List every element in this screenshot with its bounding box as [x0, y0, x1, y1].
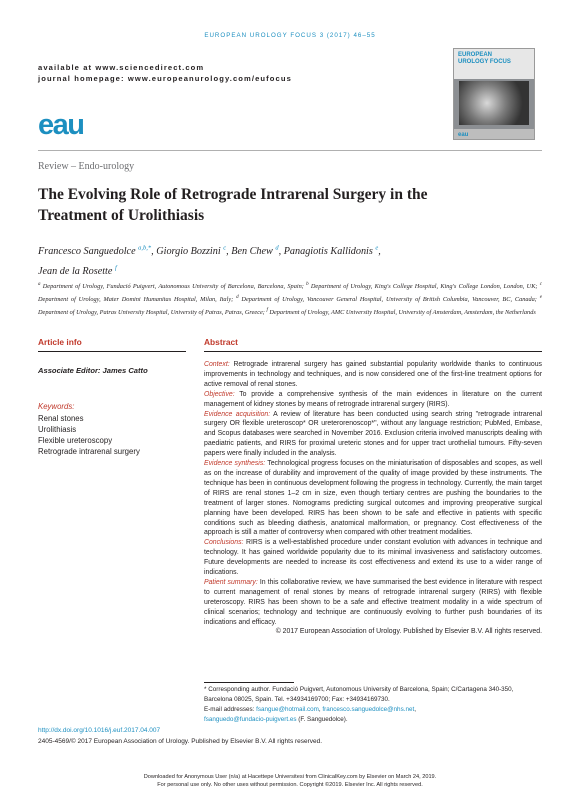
journal-cover-thumbnail[interactable] [453, 48, 535, 140]
eau-logo-mark [38, 112, 100, 138]
abstract-paragraph: Evidence acquisition: A review of literature has been conducted using search string "retrograde intrarenal surgery OR flexible ureteroscop* OR ureterorenoscop*", without any language restriction; PubMed, Embase, and Scopus databases were searched in November 2016. Exclusion criteria involved manuscripts dealing with paediatric patients, and RIRS for proximal ureteric stones and for upper tract urothelial tumours. Fifty-seven papers were finally included in the analysis. [204, 410, 543, 458]
cover-logo: eau [458, 132, 469, 138]
eau-logo-text: eau [38, 112, 84, 138]
author[interactable]: Francesco Sanguedolce $^{a,b,*}$, [38, 245, 157, 258]
abstract-heading: Abstract [204, 337, 238, 347]
keyword-item: Renal stones [38, 414, 84, 423]
author[interactable]: Giorgio Bozzini $^c$, [156, 245, 232, 258]
author[interactable]: Ben Chew $^d$, [231, 245, 284, 258]
abstract-rule [204, 351, 542, 352]
issn-line: 2405-4569/© 2017 European Association of Urology. Published by Elsevier B.V. All rights reserved. [38, 738, 323, 745]
abstract-paragraph: Objective: To provide a comprehensive synthesis of the main evidences in literature on the current management of kidney stones by means of retrograde intrarenal surgery (RIRS). [204, 390, 542, 408]
download-notice: Downloaded for Anonymous User (n/a) at Hacettepe Universitesi from ClinicalKey.com by Elsevier on March 24, 2019. For personal use only. No other uses without permission. Copyright ©2019. Elsevier Inc. All rights reserved. [143, 774, 437, 788]
article-info-rule [38, 351, 186, 352]
author[interactable]: Panagiotis Kallidonis $^e$, [283, 245, 381, 258]
author[interactable]: Jean de la Rosette $^f$ [38, 264, 117, 277]
abstract-paragraph: Evidence synthesis: Technological progress focuses on the miniaturisation of disposables and scopes, as well as on the increase of durability and improvement of the quality of image provided by these instruments. The technique has been in continuous development following the progress in technology. Currently, the main target of RIRS are renal stones 1–2 cm in size, even though tertiary centres are pushing the boundaries to the treatment of larger stones. Nomograms predicting surgical outcomes and improving preoperative surgical planning have been developed. RIRS has been shown to be safe and effective in patients with specific conditions such as bleeding diathesis, anatomical malformation, or pregnancy. Cost effectiveness of the approach is still a matter of controversy when compared with other treatment modalities. [204, 460, 542, 537]
article-section: Review – Endo-urology [38, 161, 135, 172]
keyword-item: Flexible ureteroscopy [38, 436, 113, 445]
affiliations: $^a$ Department of Urology, Fundació Puigvert, Autonomous University of Barcelona, Barcelona, Spain; $^b$ Department of Urology, King's College Hospital, King's College London, London, UK; $^c$ Department of Urology, Mater Domini Humanitas Hospital, Milan, Italy; $^d$ Department of Urology, Vancouver General Hospital, University of British Columbia, Vancouver, BC, Canada; $^e$ Department of Urology, Patras University Hospital, University of Patras, Patras, Greece; $^f$ Department of Urology, AMC University Hospital, University of Amsterdam, Amsterdam, the Netherlands [38, 282, 542, 317]
sciencedirect-link[interactable]: available at www.sciencedirect.com [38, 63, 205, 72]
abstract-copyright: © 2017 European Association of Urology. Published by Elsevier B.V. All rights reserved. [275, 628, 542, 636]
journal-homepage-link[interactable]: journal homepage: www.europeanurology.com/eufocus [38, 74, 292, 83]
email-link[interactable]: fsangue@hotmail.com [256, 705, 319, 713]
doi-link[interactable]: http://dx.doi.org/10.1016/j.euf.2017.04.007 [38, 727, 161, 734]
availability-block [38, 62, 292, 84]
eau-logo [38, 112, 100, 143]
cover-image [459, 81, 529, 125]
author-list [38, 241, 538, 280]
journal-header: EUROPEAN UROLOGY FOCUS 3 (2017) 46–55 [204, 32, 376, 39]
abstract-paragraph: Conclusions: RIRS is a well-established procedure under constant evolution with advances in technique and technology. It has gained worldwide popularity due to its minimal invasiveness and satisfactory outcomes. Future developments are needed to increase its cost effectiveness and extend its use to a wider range of indications. [204, 539, 542, 577]
article-info-heading: Article info [38, 337, 82, 347]
corresponding-author-footnote: * Corresponding author. Fundació Puigvert, Autonomous University of Barcelona, Spain; C/Cartagena 340-350, Barcelona 08025, Spain. Tel. +34934169700; Fax: +34934169730. E-mail addresses: fsangue@hotmail.com, francesco.sanguedolce@nhs.net, fsanguedo@fundacio-puigvert.es (F. Sanguedolce). [204, 686, 514, 723]
email-link[interactable]: fsanguedo@fundacio-puigvert.es [204, 715, 297, 723]
abstract-body [204, 360, 542, 637]
keyword-item: Urolithiasis [38, 425, 77, 434]
article-title: The Evolving Role of Retrograde Intrarenal Surgery in the Treatment of Urolithiasis [38, 186, 428, 224]
footnote-rule [204, 682, 294, 683]
abstract-paragraph: Patient summary: In this collaborative review, we have summarised the best evidence in literature with respect to current management of renal stones by means of retrograde intrarenal surgery (RIRS) with flexible ureteroscopy. RIRS has been shown to be a safe and effective treatment modality in a wide spectrum of clinical scenarios; technology and technique are continuously evolving to further push boundaries of its indications and efficacy. [204, 578, 542, 626]
abstract-paragraph: Context: Retrograde intrarenal surgery has gained substantial popularity worldwide thanks to continuous improvements in technology and techniques, and is now considered one of the first-line treatment options for active removal of renal stones. [204, 361, 542, 388]
keywords-heading: Keywords: [38, 402, 75, 411]
associate-editor: Associate Editor: James Catto [38, 366, 148, 375]
keyword-item: Retrograde intrarenal surgery [38, 447, 140, 456]
cover-title: EUROPEAN UROLOGY FOCUS [458, 52, 511, 65]
keyword-list [38, 413, 140, 457]
header-divider [38, 150, 542, 151]
email-link[interactable]: francesco.sanguedolce@nhs.net [322, 705, 415, 713]
